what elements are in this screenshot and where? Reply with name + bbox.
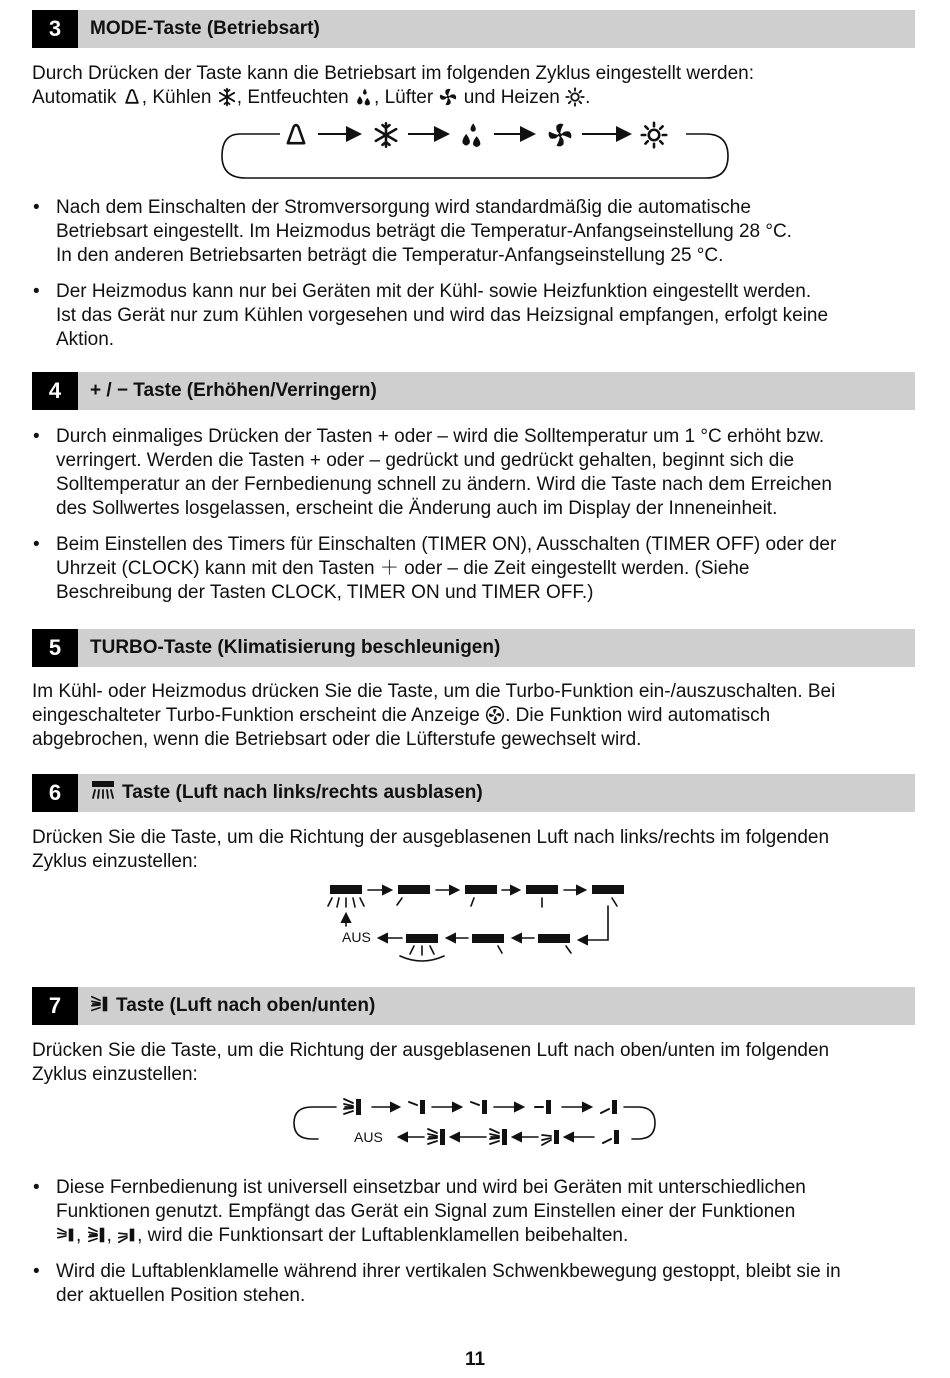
section-title — [90, 774, 483, 812]
mode-intro-line2 — [32, 86, 918, 110]
swing-horizontal-icon — [90, 779, 116, 801]
section-number: 7 — [32, 987, 78, 1025]
text-fragment: . Die Funktion wird automatisch — [505, 705, 771, 726]
louver-position-1-icon — [409, 1100, 425, 1114]
mode-intro-line1: Durch Drücken der Taste kann die Betriebsart im folgenden Zyklus eingestellt werden: — [32, 63, 755, 84]
vertical-swing-cycle-diagram — [290, 1093, 660, 1155]
text-line: abgebrochen, wenn die Betriebsart oder die Lüfterstufe gewechselt wird. — [32, 729, 642, 750]
page-number: 11 — [464, 1349, 486, 1370]
text-fragment: . — [585, 87, 591, 108]
mode-cycle-diagram — [218, 114, 733, 184]
vertical-swing-icon — [344, 1099, 361, 1115]
text-fragment: , Lüfter — [374, 87, 439, 108]
text-line: • Durch einmaliges Drücken der Tasten + oder – wird die Solltemperatur um 1 °C erhöht bzw. — [56, 426, 825, 447]
section-header-7 — [32, 987, 915, 1025]
text-line: In den anderen Betriebsarten beträgt die Temperatur-Anfangseinstellung 25 °C. — [56, 245, 724, 266]
section-header-3 — [32, 10, 915, 48]
section-number: 4 — [32, 372, 78, 410]
text-line: Ist das Gerät nur zum Kühlen vorgesehen und wird das Heizsignal empfangen, erfolgt keine — [56, 305, 829, 326]
section-title: TURBO-Taste (Klimatisierung beschleunigen) — [90, 637, 501, 658]
swing-down-icon — [117, 1225, 137, 1245]
swing-up-icon — [56, 1225, 76, 1245]
section-title-text: Taste (Luft nach oben/unten) — [116, 995, 376, 1016]
list-item — [32, 196, 912, 268]
cool-mode-icon — [376, 123, 396, 146]
text-line: Uhrzeit (CLOCK) kann mit den Tasten ＋ oder – die Zeit eingestellt werden. (Siehe — [56, 558, 750, 579]
swing-vertical-icon — [90, 994, 110, 1014]
text-line: • Beim Einstellen des Timers für Einschalten (TIMER ON), Ausschalten (TIMER OFF) oder der — [56, 534, 837, 555]
text-line — [56, 1224, 912, 1248]
vertical-swing-icon — [428, 1129, 445, 1145]
vertical-swing-intro — [32, 1039, 918, 1087]
list-item — [32, 280, 912, 352]
text-line: Betriebsart eingestellt. Im Heizmodus beträgt die Temperatur-Anfangseinstellung 28 °C. — [56, 221, 792, 242]
text-line: Zyklus einzustellen: — [32, 1064, 198, 1085]
text-fragment: Automatik — [32, 87, 122, 108]
text-line: Drücken Sie die Taste, um die Richtung der ausgeblasenen Luft nach oben/unten im folgenden — [32, 1040, 830, 1061]
section-title: MODE-Taste (Betriebsart) — [90, 18, 320, 39]
text-fragment: eingeschalteter Turbo-Funktion erscheint die Anzeige — [32, 705, 486, 726]
text-fragment: , Kühlen — [141, 87, 217, 108]
off-label: AUS — [354, 1129, 383, 1145]
louver-swing-down-icon — [542, 1130, 559, 1145]
section-title — [90, 987, 375, 1025]
list-item — [32, 1260, 912, 1308]
text-fragment: , wird die Funktionsart der Luftablenklamellen beibehalten. — [137, 1225, 629, 1246]
text-fragment: , — [106, 1225, 118, 1246]
text-line: • Wird die Luftablenklamelle während ihrer vertikalen Schwenkbewegung gestoppt, bleibt sie in — [56, 1261, 841, 1282]
text-line: Drücken Sie die Taste, um die Richtung der ausgeblasenen Luft nach links/rechts im folgenden — [32, 827, 830, 848]
plus-minus-notes — [32, 425, 912, 617]
swing-middle-icon — [87, 1225, 107, 1245]
text-line: • Der Heizmodus kann nur bei Geräten mit der Kühl- sowie Heizfunktion eingestellt werden. — [56, 281, 812, 302]
louver-position-2-icon — [471, 1100, 487, 1114]
text-fragment: , Entfeuchten — [236, 87, 355, 108]
text-line: Beschreibung der Tasten CLOCK, TIMER ON und TIMER OFF.) — [56, 582, 594, 603]
list-item — [32, 425, 912, 521]
section-header-6 — [32, 774, 915, 812]
text-line: • Nach dem Einschalten der Stromversorgung wird standardmäßig die automatische — [56, 197, 751, 218]
section-header-5 — [32, 629, 915, 667]
louver-position-4-icon — [601, 1100, 617, 1114]
section-number: 6 — [32, 774, 78, 812]
text-line: Im Kühl- oder Heizmodus drücken Sie die Taste, um die Turbo-Funktion ein-/auszuschalten. Bei — [32, 681, 836, 702]
text-line: verringert. Werden die Tasten + oder – gedrückt und gedrückt gehalten, beginnt sich die — [56, 450, 795, 471]
section-title-text: Taste (Luft nach links/rechts ausblasen) — [122, 782, 483, 803]
list-item — [32, 533, 912, 605]
text-fragment: , — [76, 1225, 87, 1246]
dry-mode-icon — [462, 123, 480, 147]
text-line: Aktion. — [56, 329, 115, 350]
off-label: AUS — [342, 929, 371, 945]
text-line: des Sollwertes losgelassen, erscheint die Änderung auch im Display der Inneneinheit. — [56, 498, 778, 519]
auto-mode-icon — [288, 125, 304, 143]
heat-mode-icon — [565, 87, 585, 107]
section-header-4 — [32, 372, 915, 410]
mode-intro — [32, 62, 918, 110]
text-line — [32, 704, 918, 728]
turbo-description — [32, 680, 918, 752]
fan-mode-icon — [438, 87, 458, 107]
text-line: der aktuellen Position stehen. — [56, 1285, 306, 1306]
turbo-icon — [485, 705, 505, 725]
horizontal-swing-cycle-diagram — [322, 880, 632, 962]
louver-position-5-icon — [603, 1130, 619, 1144]
section-number: 5 — [32, 629, 78, 667]
text-fragment: und Heizen — [458, 87, 566, 108]
heat-mode-icon — [642, 123, 667, 148]
section-number: 3 — [32, 10, 78, 48]
louver-position-3-icon — [535, 1100, 551, 1114]
text-line: Solltemperatur an der Fernbedienung schnell zu ändern. Wird die Taste nach dem Erreichen — [56, 474, 832, 495]
horizontal-swing-intro — [32, 826, 918, 874]
list-item — [32, 1176, 912, 1248]
cool-mode-icon — [217, 87, 237, 107]
fan-mode-icon — [549, 124, 572, 147]
auto-mode-icon — [122, 87, 142, 107]
vertical-swing-notes — [32, 1176, 912, 1320]
section-title: + / − Taste (Erhöhen/Verringern) — [90, 380, 377, 401]
dry-mode-icon — [354, 87, 374, 107]
text-line: Zyklus einzustellen: — [32, 851, 198, 872]
mode-notes — [32, 196, 912, 364]
text-line: Funktionen genutzt. Empfängt das Gerät ein Signal zum Einstellen einer der Funktionen — [56, 1201, 796, 1222]
vertical-swing-icon — [490, 1129, 507, 1145]
text-line: • Diese Fernbedienung ist universell einsetzbar und wird bei Geräten mit unterschiedlichen — [56, 1177, 806, 1198]
